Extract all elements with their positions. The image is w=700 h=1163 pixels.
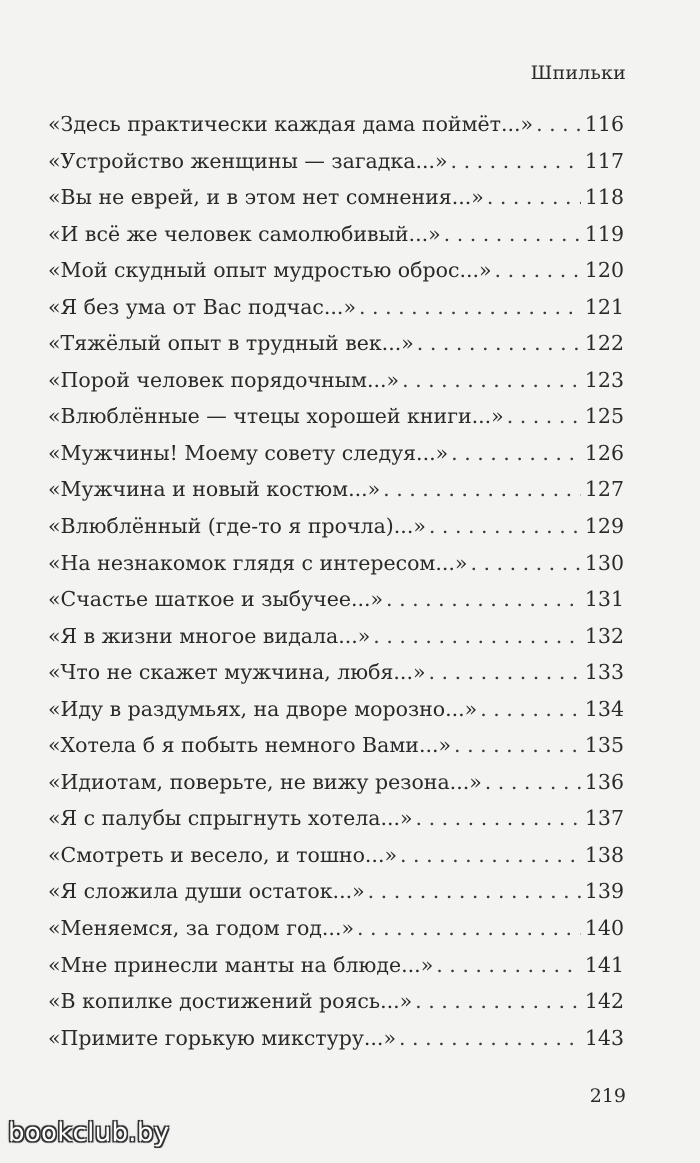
toc-entry-title: «Я с палубы спрыгнуть хотела...»	[48, 806, 413, 831]
toc-entry	[48, 806, 624, 843]
toc-entry	[48, 587, 624, 624]
running-head: Шпильки	[530, 62, 626, 84]
toc-entry-page: 125	[584, 404, 624, 429]
toc-entry-title: «В копилке достижений роясь...»	[48, 989, 413, 1014]
toc-entry-page: 143	[584, 1025, 624, 1050]
toc-entry	[48, 697, 624, 734]
dot-leader	[415, 989, 581, 1013]
toc-entry-title: «Иду в раздумьях, на дворе морозно...»	[48, 696, 478, 721]
toc-entry-page: 118	[584, 185, 624, 210]
toc-entry	[48, 953, 624, 990]
toc-entry-page: 139	[584, 879, 624, 904]
dot-leader	[417, 331, 581, 355]
dot-leader	[451, 149, 581, 173]
toc-entry-page: 127	[584, 477, 624, 502]
toc-entry-page: 137	[584, 806, 624, 831]
toc-entry-page: 140	[584, 916, 624, 941]
page-number: 219	[589, 1085, 626, 1107]
dot-leader	[485, 770, 581, 794]
toc-entry-page: 135	[584, 733, 624, 758]
toc-entry-page: 133	[584, 660, 624, 685]
toc-entry-title: «Мне принесли манты на блюде...»	[48, 952, 434, 977]
dot-leader	[444, 222, 581, 246]
toc-entry-page: 122	[584, 331, 624, 356]
toc-entry-title: «Хотела б я побыть немного Вами...»	[48, 733, 452, 758]
dot-leader	[429, 660, 581, 684]
toc-entry-title: «Меняемся, за годом год...»	[48, 916, 355, 941]
dot-leader	[402, 368, 581, 392]
toc-entry-page: 134	[584, 696, 624, 721]
toc-entry	[48, 551, 624, 588]
toc-entry-page: 138	[584, 842, 624, 867]
dot-leader	[399, 1026, 581, 1050]
toc-entry-title: «Мужчины! Моему совету следуя...»	[48, 440, 449, 465]
toc-entry-title: «Примите горькую микстуру...»	[48, 1025, 396, 1050]
dot-leader	[451, 441, 581, 465]
dot-leader	[487, 185, 581, 209]
dot-leader	[470, 551, 580, 575]
toc-entry-page: 142	[584, 989, 624, 1014]
toc-entry-title: «Порой человек порядочным...»	[48, 367, 400, 392]
toc-entry-page: 132	[584, 623, 624, 648]
toc-entry-page: 121	[584, 294, 624, 319]
toc-entry-title: «Счастье шаткое и зыбучее...»	[48, 587, 384, 612]
toc-entry	[48, 149, 624, 186]
toc-entry-title: «Мужчина и новый костюм...»	[48, 477, 381, 502]
toc-entry	[48, 879, 624, 916]
toc-entry	[48, 660, 624, 697]
toc-entry-page: 119	[584, 221, 624, 246]
toc-entry-page: 131	[584, 587, 624, 612]
toc-entry-page: 120	[584, 258, 624, 283]
toc-entry	[48, 843, 624, 880]
toc-entry-title: «Я в жизни многое видала...»	[48, 623, 371, 648]
dot-leader	[536, 112, 581, 136]
dot-leader	[480, 697, 581, 721]
toc-entry-page: 136	[584, 769, 624, 794]
dot-leader	[359, 295, 581, 319]
toc-entry	[48, 770, 624, 807]
toc-entry	[48, 1026, 624, 1063]
toc-entry	[48, 989, 624, 1026]
dot-leader	[383, 477, 581, 501]
dot-leader	[416, 806, 581, 830]
toc-entry	[48, 624, 624, 661]
dot-leader	[386, 587, 581, 611]
toc-entry-page: 130	[584, 550, 624, 575]
toc-entry-title: «На незнакомок глядя с интересом...»	[48, 550, 468, 575]
toc-entry	[48, 185, 624, 222]
toc-entry-title: «Я без ума от Вас подчас...»	[48, 294, 356, 319]
toc-entry	[48, 112, 624, 149]
toc-entry-title: «И всё же человек самолюбивый...»	[48, 221, 441, 246]
toc-entry-page: 126	[584, 440, 624, 465]
dot-leader	[400, 843, 581, 867]
dot-leader	[373, 624, 581, 648]
toc-entry-page: 123	[584, 367, 624, 392]
toc-entry	[48, 295, 624, 332]
toc-entry-title: «Смотреть и весело, и тошно...»	[48, 842, 398, 867]
toc-entry	[48, 477, 624, 514]
toc-entry-title: «Я сложила души остаток...»	[48, 879, 365, 904]
dot-leader	[507, 404, 581, 428]
dot-leader	[495, 258, 581, 282]
dot-leader	[454, 733, 581, 757]
toc-entry-title: «Тяжёлый опыт в трудный век...»	[48, 331, 414, 356]
table-of-contents	[48, 112, 624, 1062]
toc-entry-title: «Здесь практически каждая дама поймёт...»	[48, 112, 534, 136]
toc-entry-title: «Вы не еврей, и в этом нет сомнения...»	[48, 185, 484, 210]
toc-entry	[48, 404, 624, 441]
dot-leader	[429, 514, 581, 538]
toc-entry-title: «Что не скажет мужчина, любя...»	[48, 660, 426, 685]
dot-leader	[436, 953, 581, 977]
dot-leader	[357, 916, 581, 940]
watermark: bookclub.by	[8, 1118, 170, 1148]
toc-entry-page: 117	[584, 148, 624, 173]
toc-entry-page: 141	[584, 952, 624, 977]
toc-entry	[48, 514, 624, 551]
dot-leader	[368, 879, 581, 903]
toc-entry-page: 129	[584, 514, 624, 539]
toc-entry-title: «Влюблённые — чтецы хорошей книги...»	[48, 404, 504, 429]
toc-entry-title: «Идиотам, поверьте, не вижу резона...»	[48, 769, 482, 794]
toc-entry	[48, 368, 624, 405]
toc-entry	[48, 331, 624, 368]
toc-entry	[48, 733, 624, 770]
toc-entry-title: «Влюблённый (где-то я прочла)...»	[48, 514, 426, 539]
toc-entry	[48, 258, 624, 295]
toc-entry-title: «Мой скудный опыт мудростью оброс...»	[48, 258, 492, 283]
toc-entry-page: 116	[584, 112, 624, 136]
toc-entry-title: «Устройство женщины — загадка...»	[48, 148, 448, 173]
toc-entry	[48, 441, 624, 478]
toc-entry	[48, 222, 624, 259]
toc-entry	[48, 916, 624, 953]
